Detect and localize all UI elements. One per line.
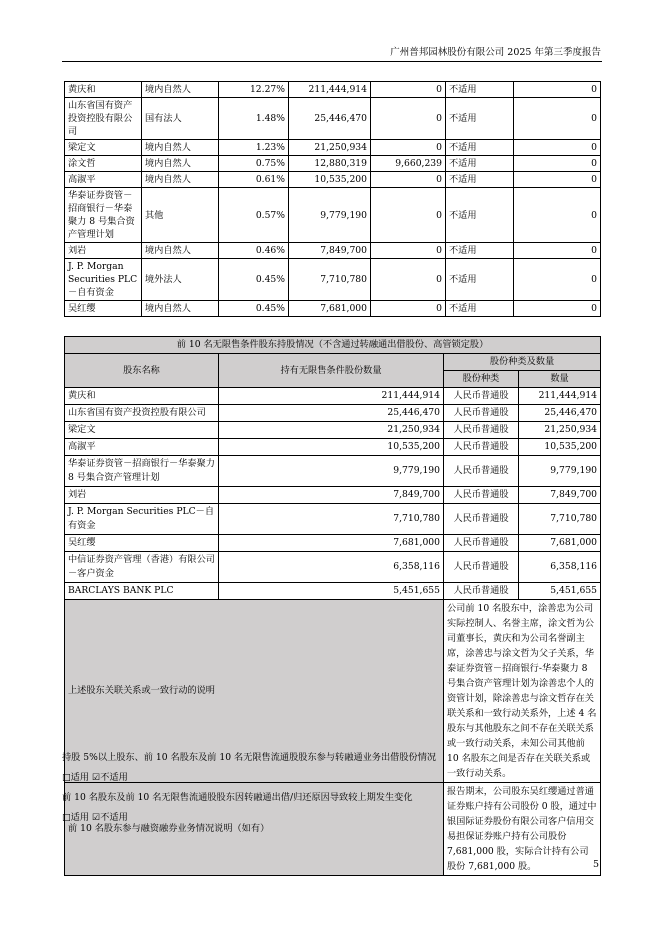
holder-pledge-status: 不适用 bbox=[446, 98, 514, 140]
share-count: 6,358,116 bbox=[519, 552, 601, 583]
holder-restricted: 0 bbox=[371, 82, 446, 98]
holder-name: 刘岩 bbox=[65, 243, 142, 259]
unrestricted-holder-name: 中信证券资产管理（香港）有限公司－客户资金 bbox=[65, 552, 219, 583]
holder-pledge-qty: 0 bbox=[514, 188, 601, 243]
holder-pledge-status: 不适用 bbox=[446, 259, 514, 301]
holder-shares: 21,250,934 bbox=[289, 140, 371, 156]
table-row bbox=[65, 82, 601, 98]
share-count: 7,849,700 bbox=[519, 487, 601, 504]
report-header: 广州普邦园林股份有限公司 2025 年第三季度报告 bbox=[390, 47, 601, 58]
holder-restricted: 0 bbox=[371, 172, 446, 188]
unrestricted-qty: 7,710,780 bbox=[219, 504, 444, 535]
share-type: 人民币普通股 bbox=[444, 552, 519, 583]
table-row bbox=[65, 156, 601, 172]
holder-nature: 境内自然人 bbox=[142, 156, 219, 172]
holder-nature: 境外法人 bbox=[142, 259, 219, 301]
holder-pledge-qty: 0 bbox=[514, 243, 601, 259]
holder-shares: 12,880,319 bbox=[289, 156, 371, 172]
holder-name: 黄庆和 bbox=[65, 82, 142, 98]
table-row bbox=[65, 140, 601, 156]
unrestricted-qty: 5,451,655 bbox=[219, 583, 444, 600]
holder-restricted: 0 bbox=[371, 243, 446, 259]
holder-pledge-qty: 0 bbox=[514, 172, 601, 188]
holder-shares: 7,849,700 bbox=[289, 243, 371, 259]
holder-shares: 9,779,190 bbox=[289, 188, 371, 243]
holder-shares: 7,681,000 bbox=[289, 301, 371, 317]
holder-restricted: 0 bbox=[371, 188, 446, 243]
share-count: 211,444,914 bbox=[519, 388, 601, 405]
holder-pct: 12.27% bbox=[219, 82, 289, 98]
unrestricted-qty: 7,681,000 bbox=[219, 535, 444, 552]
note-lending-answer: □适用 ☑不适用 bbox=[62, 772, 128, 783]
holder-pledge-qty: 0 bbox=[514, 259, 601, 301]
holder-pct: 0.46% bbox=[219, 243, 289, 259]
unrestricted-holder-name: 山东省国有资产投资控股有限公司 bbox=[65, 405, 219, 422]
holder-nature: 境内自然人 bbox=[142, 243, 219, 259]
col-share-type-group: 股份种类及数量 bbox=[444, 354, 601, 371]
note-change-answer: □适用 ☑不适用 bbox=[62, 812, 128, 823]
table-row bbox=[65, 188, 601, 243]
share-count: 7,681,000 bbox=[519, 535, 601, 552]
share-type: 人民币普通股 bbox=[444, 439, 519, 456]
holder-nature: 国有法人 bbox=[142, 98, 219, 140]
holder-name: 山东省国有资产投资控股有限公司 bbox=[65, 98, 142, 140]
unrestricted-holder-name: J. P. Morgan Securities PLC－自有资金 bbox=[65, 504, 219, 535]
holder-name: J. P. Morgan Securities PLC－自有资金 bbox=[65, 259, 142, 301]
holder-name: 高淑平 bbox=[65, 172, 142, 188]
table-row bbox=[65, 422, 601, 439]
table-row bbox=[65, 535, 601, 552]
note-change-question: 前 10 名股东及前 10 名无限售流通股股东因转融通出借/归还原因导致较上期发生变化 bbox=[62, 792, 413, 803]
holder-name: 梁定文 bbox=[65, 140, 142, 156]
share-type: 人民币普通股 bbox=[444, 405, 519, 422]
unrestricted-holder-name: 华泰证券资管－招商银行－华泰聚力 8 号集合资产管理计划 bbox=[65, 456, 219, 487]
col-share-type: 股份种类 bbox=[444, 371, 519, 388]
share-count: 10,535,200 bbox=[519, 439, 601, 456]
holder-pct: 0.57% bbox=[219, 188, 289, 243]
unrestricted-holder-name: 黄庆和 bbox=[65, 388, 219, 405]
unrestricted-holder-name: 吴红缨 bbox=[65, 535, 219, 552]
table-row bbox=[65, 259, 601, 301]
holder-pledge-status: 不适用 bbox=[446, 172, 514, 188]
unrestricted-holder-name: BARCLAYS BANK PLC bbox=[65, 583, 219, 600]
holder-nature: 境内自然人 bbox=[142, 172, 219, 188]
table-row bbox=[65, 172, 601, 188]
table-row bbox=[65, 439, 601, 456]
holder-pledge-status: 不适用 bbox=[446, 188, 514, 243]
unrestricted-holder-name: 刘岩 bbox=[65, 487, 219, 504]
table-row bbox=[65, 456, 601, 487]
holder-restricted: 9,660,239 bbox=[371, 156, 446, 172]
holder-pct: 0.61% bbox=[219, 172, 289, 188]
holder-restricted: 0 bbox=[371, 259, 446, 301]
share-type: 人民币普通股 bbox=[444, 535, 519, 552]
col-unrestricted-qty: 持有无限售条件股份数量 bbox=[219, 354, 444, 388]
holder-pct: 1.23% bbox=[219, 140, 289, 156]
margin-text: 报告期末，公司股东吴红缨通过普通证券账户持有公司股份 0 股，通过中银国际证券股份有限公司客户信用交易担保证券账户持有公司股份 7,681,000 股，实际合计持有公司股份 7,681,000 股。 bbox=[444, 783, 601, 876]
unrestricted-qty: 10,535,200 bbox=[219, 439, 444, 456]
unrestricted-qty: 6,358,116 bbox=[219, 552, 444, 583]
share-count: 25,446,470 bbox=[519, 405, 601, 422]
table-row bbox=[65, 243, 601, 259]
table-row bbox=[65, 552, 601, 583]
holder-pledge-qty: 0 bbox=[514, 156, 601, 172]
relations-label: 上述股东关联关系或一致行动的说明 bbox=[65, 600, 444, 783]
table-row bbox=[65, 405, 601, 422]
holder-restricted: 0 bbox=[371, 301, 446, 317]
share-type: 人民币普通股 bbox=[444, 487, 519, 504]
relations-text: 公司前 10 名股东中，涂善忠为公司实际控制人、名誉主席，涂文哲为公司董事长，黄庆和为公司名誉副主席，涂善忠与涂文哲为父子关系，华泰证券资管－招商银行-华泰聚力 8 号集合资产管理计划为涂善忠个人的资管计划，除涂善忠与涂文哲存在关联关系和一致行动关系外，上述 4 名股东与其他股东之间不存在关联关系或一致行动关系，未知公司其他前 10 名股东之间是否存在关联关系或一致行动关系。 bbox=[444, 600, 601, 783]
holder-pledge-qty: 0 bbox=[514, 98, 601, 140]
holder-nature: 其他 bbox=[142, 188, 219, 243]
holder-pledge-status: 不适用 bbox=[446, 140, 514, 156]
share-count: 9,779,190 bbox=[519, 456, 601, 487]
table-row bbox=[65, 504, 601, 535]
unrestricted-qty: 7,849,700 bbox=[219, 487, 444, 504]
holder-restricted: 0 bbox=[371, 98, 446, 140]
holder-shares: 25,446,470 bbox=[289, 98, 371, 140]
margin-label: 前 10 名股东参与融资融券业务情况说明（如有） bbox=[65, 783, 444, 876]
table-row bbox=[65, 487, 601, 504]
holder-nature: 境内自然人 bbox=[142, 140, 219, 156]
col-holder-name: 股东名称 bbox=[65, 354, 219, 388]
holder-shares: 7,710,780 bbox=[289, 259, 371, 301]
holder-shares: 10,535,200 bbox=[289, 172, 371, 188]
holder-pct: 1.48% bbox=[219, 98, 289, 140]
unrestricted-holder-name: 梁定文 bbox=[65, 422, 219, 439]
share-count: 21,250,934 bbox=[519, 422, 601, 439]
holder-pct: 0.45% bbox=[219, 259, 289, 301]
holder-pledge-status: 不适用 bbox=[446, 82, 514, 98]
note-lending-question: 持股 5%以上股东、前 10 名股东及前 10 名无限售流通股股东参与转融通业务出借股份情况 bbox=[62, 752, 437, 763]
holder-name: 华泰证券资管－招商银行－华泰聚力 8 号集合资产管理计划 bbox=[65, 188, 142, 243]
holder-name: 吴红缨 bbox=[65, 301, 142, 317]
table-row bbox=[65, 301, 601, 317]
share-count: 5,451,655 bbox=[519, 583, 601, 600]
holder-shares: 211,444,914 bbox=[289, 82, 371, 98]
holder-pledge-status: 不适用 bbox=[446, 243, 514, 259]
holder-pledge-qty: 0 bbox=[514, 301, 601, 317]
header-divider bbox=[62, 61, 602, 62]
holder-name: 涂文哲 bbox=[65, 156, 142, 172]
page-number: 5 bbox=[592, 859, 599, 870]
share-type: 人民币普通股 bbox=[444, 583, 519, 600]
share-type: 人民币普通股 bbox=[444, 456, 519, 487]
unrestricted-holder-name: 高淑平 bbox=[65, 439, 219, 456]
unrestricted-qty: 9,779,190 bbox=[219, 456, 444, 487]
table-row bbox=[65, 583, 601, 600]
table-row bbox=[65, 98, 601, 140]
top-holders-table bbox=[64, 81, 601, 317]
holder-pledge-qty: 0 bbox=[514, 82, 601, 98]
unrestricted-qty: 21,250,934 bbox=[219, 422, 444, 439]
share-type: 人民币普通股 bbox=[444, 422, 519, 439]
holder-nature: 境内自然人 bbox=[142, 301, 219, 317]
share-type: 人民币普通股 bbox=[444, 388, 519, 405]
holder-nature: 境内自然人 bbox=[142, 82, 219, 98]
holder-pledge-status: 不适用 bbox=[446, 301, 514, 317]
table-row bbox=[65, 388, 601, 405]
holder-pledge-qty: 0 bbox=[514, 140, 601, 156]
unrestricted-qty: 211,444,914 bbox=[219, 388, 444, 405]
unrestricted-qty: 25,446,470 bbox=[219, 405, 444, 422]
share-type: 人民币普通股 bbox=[444, 504, 519, 535]
holder-restricted: 0 bbox=[371, 140, 446, 156]
share-count: 7,710,780 bbox=[519, 504, 601, 535]
holder-pct: 0.75% bbox=[219, 156, 289, 172]
col-share-count: 数量 bbox=[519, 371, 601, 388]
holder-pledge-status: 不适用 bbox=[446, 156, 514, 172]
unrestricted-section-title: 前 10 名无限售条件股东持股情况（不含通过转融通出借股份、高管锁定股） bbox=[65, 337, 601, 354]
holder-pct: 0.45% bbox=[219, 301, 289, 317]
